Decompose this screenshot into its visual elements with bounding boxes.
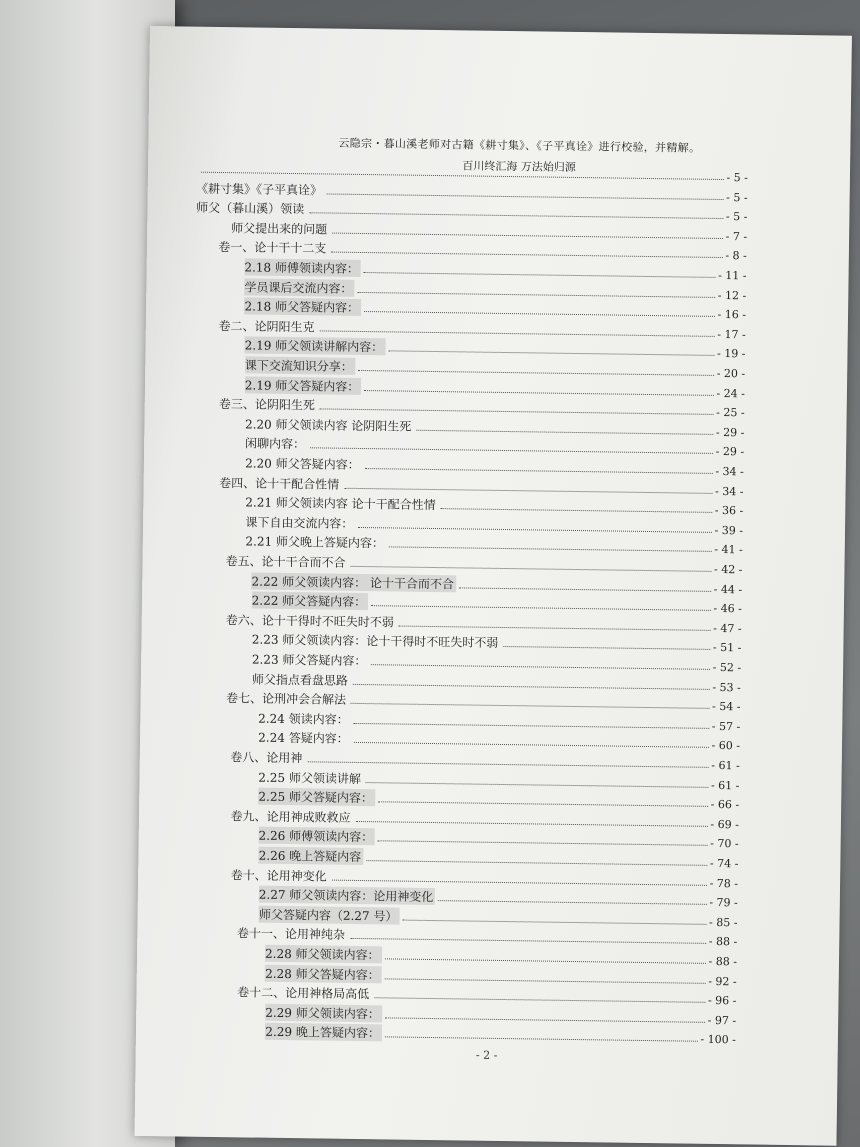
dot-leader	[459, 587, 711, 592]
header-line-2: 百川终汇海 万法始归源	[462, 159, 576, 174]
dot-leader	[378, 801, 708, 807]
dot-leader	[357, 292, 714, 298]
document-page	[135, 26, 852, 1146]
toc-entry-title: 卷五、论十干合而不合	[225, 554, 346, 570]
toc-entry-page: - 53 -	[712, 680, 741, 694]
toc-entry-page: - 88 -	[708, 935, 738, 949]
dot-leader	[350, 938, 706, 944]
toc-entry-page: - 36 -	[714, 504, 744, 518]
dot-leader	[307, 761, 708, 768]
dot-leader	[327, 193, 723, 200]
toc-entry-page: - 88 -	[708, 954, 738, 969]
dot-leader	[399, 625, 710, 630]
dot-leader	[378, 841, 707, 847]
toc-entry-title: 卷四、论十干配合性情	[219, 475, 340, 492]
dot-leader	[388, 351, 714, 357]
toc-entry-title: 卷六、论十干得时不旺失时不弱	[225, 612, 394, 630]
toc-entry-title: 闲聊内容：	[244, 436, 306, 452]
toc-entry-title: 2.29 师父领读内容：	[265, 1004, 382, 1023]
toc-entry-title: 2.25 师父领读讲解	[258, 770, 362, 786]
toc-entry-title: 课下交流知识分享：	[245, 356, 355, 375]
toc-entry-title: 2.24 领读内容：	[258, 711, 349, 727]
toc-entry-page: - 44 -	[713, 582, 743, 596]
toc-entry-page: - 51 -	[712, 641, 742, 655]
toc-entry-page: - 92 -	[708, 974, 737, 988]
toc-entry-title: 卷三、论阴阳生死	[218, 397, 316, 413]
toc-entry-page: - 85 -	[708, 915, 738, 930]
toc-entry-title: 2.23 师父领读内容：论十干得时不旺失时不弱	[251, 632, 499, 651]
dot-leader	[320, 330, 715, 337]
toc-entry-page: - 54 -	[712, 700, 741, 714]
toc-entry-title: 师父提出来的问题	[231, 220, 328, 237]
toc-entry-page: - 11 -	[718, 268, 747, 283]
dot-leader	[344, 487, 712, 493]
toc-entry-title: 2.19 师父领读讲解内容：	[245, 337, 386, 356]
dot-leader	[355, 821, 707, 827]
toc-entry-page: - 29 -	[715, 445, 745, 459]
toc-entry-page: - 19 -	[716, 347, 746, 361]
toc-entry-page: - 20 -	[716, 366, 746, 381]
dot-leader	[374, 997, 705, 1003]
toc-entry-page: - 46 -	[713, 602, 742, 616]
toc-entry-page: - 78 -	[709, 876, 739, 890]
toc-entry-title: 2.20 师父答疑内容：	[245, 456, 360, 472]
toc-entry-page: - 70 -	[710, 837, 739, 851]
toc-entry-page: - 60 -	[711, 739, 741, 753]
toc-entry-page: - 24 -	[716, 386, 746, 400]
toc-entry-page: - 74 -	[709, 856, 739, 871]
toc-entry-title: 2.20 师父领读内容 论阴阳生死	[244, 417, 412, 434]
toc-entry-page: - 17 -	[717, 327, 746, 342]
toc-entry-title: 2.22 师父领读内容： 论十干合而不合	[251, 572, 456, 592]
dot-leader	[371, 664, 709, 670]
dot-leader	[385, 1037, 698, 1042]
toc-entry-title: 2.29 晚上答疑内容：	[265, 1023, 382, 1042]
toc-entry-page: - 25 -	[716, 406, 745, 420]
dot-leader	[366, 860, 707, 866]
toc-entry-page: - 61 -	[710, 778, 740, 792]
toc-entry-title: 师父答疑内容（2.27 号）	[259, 905, 400, 924]
toc-entry-title: 2.26 师傅领读内容：	[258, 827, 375, 846]
toc-entry-title: 《耕寸集》《子平真诠》	[195, 181, 323, 198]
toc-entry-title: 2.21 师父晚上答疑内容：	[245, 534, 385, 551]
toc-entry-title: 课下自由交流内容：	[245, 515, 354, 531]
dot-leader	[351, 703, 709, 709]
toc-entry-page: - 5 -	[725, 210, 748, 224]
toc-entry-page: - 29 -	[715, 425, 745, 440]
dot-leader	[332, 232, 722, 238]
toc-entry-page: - 57 -	[711, 719, 741, 734]
dot-leader	[385, 1017, 705, 1022]
toc-entry-page: - 61 -	[711, 758, 740, 773]
dot-leader	[310, 448, 713, 455]
dot-leader	[385, 978, 706, 983]
toc-entry-title: 卷八、论用神	[230, 750, 303, 766]
toc-entry-title: 2.22 师父答疑内容：	[252, 592, 369, 611]
toc-entry-page: - 47 -	[713, 621, 742, 636]
dot-leader	[350, 566, 711, 572]
dot-leader	[503, 646, 710, 650]
toc-entry-page: - 34 -	[715, 484, 744, 498]
toc-entry-title: 2.18 师傅领读内容：	[244, 258, 361, 277]
dot-leader	[438, 900, 706, 905]
dot-leader	[353, 683, 709, 689]
header-line-1: 云隐宗・暮山溪老师对古籍《耕寸集》、《子平真诠》进行校验，并精解。	[338, 136, 701, 155]
toc-entry-title: 卷十、论用神变化	[230, 867, 327, 884]
toc-entry-title: 师父指点看盘思路	[251, 672, 349, 688]
toc-entry-title: 2.18 师父答疑内容：	[244, 298, 361, 317]
toc-entry-page: - 41 -	[714, 543, 743, 557]
toc-entry-title: 2.26 晚上答疑内容	[259, 847, 364, 865]
dot-leader	[416, 430, 713, 435]
toc-entry-page: - 69 -	[710, 817, 739, 832]
toc-entry-title: 卷九、论用神成败救应	[230, 808, 351, 825]
toc-entry-title: 卷十二、论用神格局高低	[237, 985, 370, 1002]
toc-entry-title: 2.25 师父答疑内容：	[258, 788, 375, 807]
toc-entry-page: - 96 -	[707, 994, 737, 1008]
dot-leader	[402, 919, 706, 924]
toc-entry-page: - 79 -	[709, 896, 738, 910]
toc-entry-page: - 5 -	[726, 190, 748, 204]
page-number: - 2 -	[475, 1048, 498, 1062]
toc-entry-page: - 39 -	[714, 523, 744, 538]
dot-leader	[371, 605, 710, 611]
toc-entry-page: - 7 -	[725, 229, 748, 244]
toc-entry-page: - 97 -	[707, 1013, 737, 1028]
dot-leader	[358, 370, 714, 376]
toc-entry-title: 2.19 师父答疑内容：	[245, 376, 362, 395]
toc-entry-page: - 100 -	[700, 1033, 736, 1047]
toc-entry-title: 卷十一、论用神纯杂	[236, 926, 346, 943]
dot-leader	[385, 958, 706, 963]
dot-leader	[364, 311, 715, 317]
dot-leader	[354, 742, 709, 748]
dot-leader	[354, 723, 709, 729]
dot-leader	[365, 468, 713, 474]
toc-entry-title: 师父（暮山溪）领读	[196, 200, 305, 217]
toc-entry-title: 2.27 师父领读内容：论用神变化	[259, 886, 436, 905]
toc-entry-page: - 5 -	[726, 171, 749, 185]
dot-leader	[309, 212, 723, 219]
dot-leader	[332, 879, 707, 885]
toc-entry-page: - 42 -	[713, 562, 743, 577]
dot-leader	[364, 390, 713, 396]
toc-entry-page: - 66 -	[710, 798, 740, 812]
toc-entry-page: - 12 -	[717, 288, 747, 302]
toc-entry-page: - 34 -	[715, 464, 744, 479]
toc-entry-title: 卷二、论阴阳生克	[218, 318, 315, 335]
toc-entry-title: 卷七、论刑冲会合解法	[225, 691, 347, 707]
toc-entry-title: 2.21 师父领读内容 论十干配合性情	[245, 495, 436, 513]
toc-entry-title: 2.28 师父答疑内容：	[265, 964, 382, 983]
dot-leader	[364, 272, 715, 278]
toc-entry-title: 2.23 师父答疑内容：	[251, 652, 367, 669]
toc-entry-title: 2.28 师父领读内容：	[265, 945, 382, 964]
toc-entry-page: - 16 -	[717, 308, 747, 322]
toc-entry-page: - 52 -	[712, 660, 742, 675]
toc-entry-title: 卷一、论十干十二支	[218, 240, 327, 256]
dot-leader	[358, 527, 711, 533]
dot-leader	[331, 252, 722, 258]
dot-leader	[366, 782, 708, 788]
dot-leader	[389, 547, 711, 553]
toc-entry-title: 2.24 答疑内容：	[258, 730, 349, 747]
dot-leader	[320, 409, 713, 415]
toc-entry-page: - 8 -	[725, 249, 747, 263]
dot-leader	[441, 508, 712, 513]
toc-entry-title: 学员课后交流内容：	[244, 278, 354, 297]
